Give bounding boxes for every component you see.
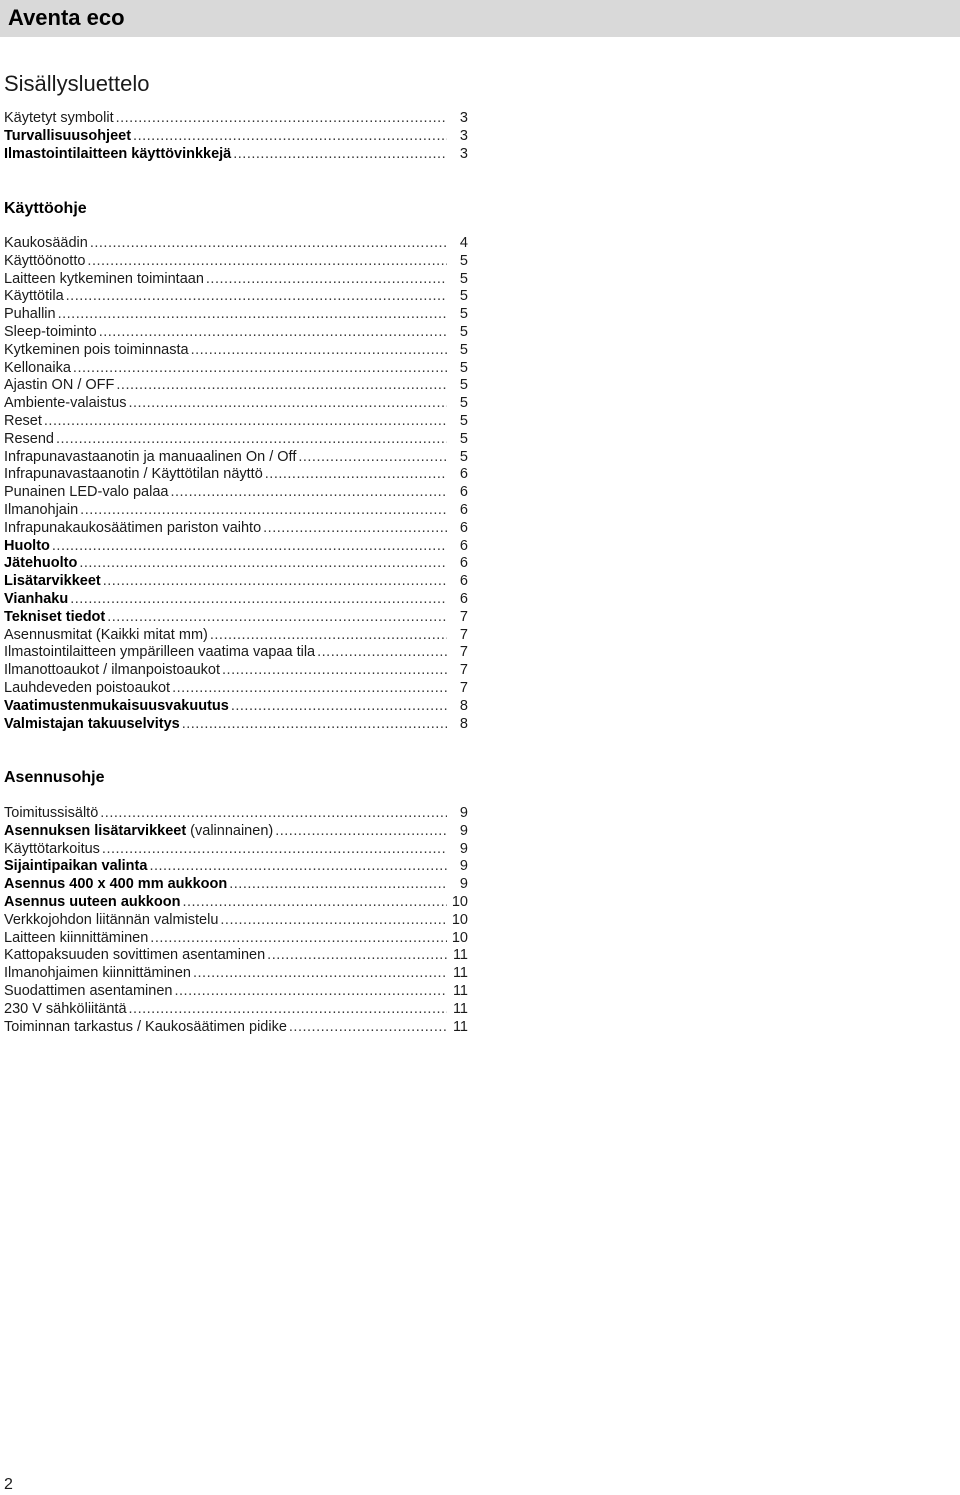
toc-entry[interactable] [4,395,468,413]
toc-entry-page: 6 [459,501,468,518]
toc-dot-leader [170,484,447,502]
toc-dot-leader [174,983,447,1001]
toc-entry[interactable] [4,912,468,930]
toc-entry-label-part: Laitteen kytkeminen toimintaan [4,270,204,287]
toc-entry[interactable] [4,965,468,983]
page-number: 2 [4,1476,13,1493]
toc-entry[interactable] [4,1001,468,1019]
toc-entry-label-part: Käyttötila [4,288,64,305]
toc-dot-leader [80,502,447,520]
toc-entry-page: 3 [459,127,468,144]
toc-entry-page: 5 [459,306,468,323]
toc-dot-leader [289,1019,447,1037]
toc-dot-leader [275,823,447,841]
toc-entry-page: 5 [459,359,468,376]
toc-entry-label-part: Kellonaika [4,359,71,376]
toc-entry[interactable] [4,128,468,146]
toc-entry-label [4,573,101,591]
toc-dot-leader [220,912,447,930]
toc-dot-leader [58,306,447,324]
toc-entry-page: 10 [451,893,468,910]
toc-dot-leader [267,947,447,965]
toc-entry[interactable] [4,306,468,324]
toc-entry[interactable] [4,805,468,823]
toc-entry-label-part: Asennuksen lisätarvikkeet [4,822,187,839]
toc-dot-leader [102,841,447,859]
toc-entry-label [4,360,71,378]
toc-dot-leader [129,395,448,413]
toc-dot-leader [116,377,447,395]
toc-entry-page: 4 [459,235,468,251]
toc-entry[interactable] [4,947,468,965]
document-title: Aventa eco [8,5,125,30]
section-heading-kayttoohje: Käyttöohje [4,200,87,217]
toc-dot-leader [182,894,447,912]
toc-entry-label-part: Käytetyt symbolit [4,110,114,126]
toc-entry-label-part: Kattopaksuuden sovittimen asentaminen [4,947,266,964]
toc-entry-label-part: Vianhaku [4,590,69,607]
toc-entry-page: 5 [459,288,468,305]
toc-entry-page: 5 [459,341,468,358]
toc-entry-label [4,271,204,289]
toc-entry-label [4,520,261,538]
toc-entry-page: 5 [459,377,468,394]
toc-entry-page: 6 [459,555,468,572]
toc-entry-page: 5 [459,448,468,465]
toc-entry-label [4,146,231,164]
toc-entry-label [4,876,227,894]
toc-entry-label-part: Tekniset tiedot [4,608,106,625]
toc-entry-label-part: Huolto [4,537,50,554]
toc-entry-page: 5 [459,252,468,269]
toc-entry-label-part: Turvallisuusohjeet [4,127,132,144]
toc-dot-leader [73,360,447,378]
toc-dot-leader [191,342,447,360]
toc-entry-label [4,591,68,609]
toc-entry-label [4,110,114,128]
toc-dot-leader [317,644,447,662]
toc-entry-label-part: Ilmastointilaitteen ympärilleen vaatima vapaa tila [4,644,316,661]
toc-entry-label-part: Ilmanottoaukot / ilmanpoistoaukot [4,662,221,679]
toc-entry-label [4,431,54,449]
toc-entry-page: 8 [459,697,468,714]
toc-entry-page: 3 [459,110,468,126]
toc-entry[interactable] [4,342,468,360]
toc-entry-label-part: Reset [4,412,42,429]
toc-dot-leader [172,680,447,698]
toc-entry[interactable] [4,502,468,520]
toc-entry-label [4,555,77,573]
toc-dot-leader [229,876,447,894]
toc-entry[interactable] [4,253,468,271]
toc-section-asennusohje [4,805,468,1036]
toc-entry-label [4,965,191,983]
toc-dot-leader [133,128,447,146]
toc-title: Sisällysluettelo [4,71,150,96]
toc-entry[interactable] [4,1019,468,1037]
toc-dot-leader [90,235,447,253]
toc-entry-label [4,253,85,271]
toc-entry-page: 9 [459,822,468,839]
toc-entry-label-part: Sleep-toiminto [4,323,97,340]
toc-entry-label-part: Punainen LED-valo palaa [4,484,169,501]
toc-entry-page: 6 [459,484,468,501]
toc-entry-page: 6 [459,466,468,483]
toc-dot-leader [66,288,447,306]
toc-entry[interactable] [4,609,468,627]
toc-entry-label-part: Ilmanohjaimen kiinnittäminen [4,965,191,982]
toc-entry[interactable] [4,431,468,449]
toc-dot-leader [44,413,447,431]
toc-entry-label [4,449,296,467]
toc-entry-page: 9 [459,858,468,875]
toc-entry-label-part: (valinnainen) [186,822,274,839]
toc-entry-label [4,502,78,520]
toc-entry-label-part: Verkkojohdon liitännän valmistelu [4,911,219,928]
toc-dot-leader [206,271,447,289]
toc-entry-label-part: Asennus uuteen aukkoon [4,893,181,910]
toc-entry-label-part: Valmistajan takuuselvitys [4,715,180,732]
toc-entry[interactable] [4,555,468,573]
toc-entry[interactable] [4,823,468,841]
toc-dot-leader [107,609,447,627]
toc-entry-page: 9 [459,876,468,893]
toc-entry-label [4,466,263,484]
toc-entry[interactable] [4,591,468,609]
toc-entry-page: 7 [459,679,468,696]
toc-entry-label [4,413,42,431]
toc-entry-label-part: Käyttötarkoitus [4,840,100,857]
toc-entry-label-part: Resend [4,430,54,447]
toc-entry-label [4,912,218,930]
toc-entry-label-part: Laitteen kiinnittäminen [4,929,149,946]
toc-entry-label-part: Ilmastointilaitteen käyttövinkkejä [4,145,232,162]
toc-entry-label-part: 230 V sähköliitäntä [4,1000,127,1017]
toc-entry[interactable] [4,413,468,431]
toc-entry-label [4,538,50,556]
toc-entry-label-part: Toiminnan tarkastus / Kaukosäätimen pidike [4,1018,287,1035]
toc-dot-leader [265,466,447,484]
toc-dot-leader [70,591,447,609]
section-heading-asennusohje: Asennusohje [4,769,105,786]
toc-entry-page: 10 [451,911,468,928]
toc-entry-page: 9 [459,840,468,857]
toc-entry[interactable] [4,716,468,734]
toc-entry-page: 5 [459,395,468,412]
toc-entry[interactable] [4,930,468,948]
toc-entry-page: 11 [452,1000,468,1017]
toc-entry-label [4,342,189,360]
toc-entry[interactable] [4,573,468,591]
toc-entry-label [4,377,114,395]
toc-dot-leader [116,110,447,128]
toc-entry[interactable] [4,698,468,716]
toc-entry-label-part: Ilmanohjain [4,501,79,518]
toc-dot-leader [103,573,447,591]
toc-entry-page: 10 [451,929,468,946]
toc-entry-page: 11 [452,965,468,982]
toc-entry[interactable] [4,841,468,859]
toc-dot-leader [99,324,447,342]
toc-entry-label [4,662,220,680]
toc-entry-page: 7 [459,644,468,661]
toc-entry[interactable] [4,110,468,128]
toc-entry-label-part: Suodattimen asentaminen [4,982,173,999]
toc-entry-label [4,983,172,1001]
toc-entry-page: 7 [459,608,468,625]
toc-entry[interactable] [4,466,468,484]
toc-entry-label-part: Kaukosäädin [4,235,88,251]
toc-entry[interactable] [4,146,468,164]
toc-entry-label [4,644,315,662]
toc-entry-label [4,858,147,876]
toc-entry-page: 11 [452,982,468,999]
toc-dot-leader [263,520,447,538]
toc-entry-label [4,680,170,698]
toc-entry[interactable] [4,876,468,894]
toc-entry-label [4,716,180,734]
toc-dot-leader [150,930,447,948]
toc-entry-label-part: Asennus 400 x 400 mm aukkoon [4,876,228,893]
toc-entry-label-part: Sijaintipaikan valinta [4,858,148,875]
toc-entry[interactable] [4,680,468,698]
toc-dot-leader [129,1001,447,1019]
toc-entry-label-part: Lauhdeveden poistoaukot [4,679,171,696]
toc-dot-leader [222,662,447,680]
toc-entry-page: 6 [459,590,468,607]
toc-dot-leader [182,716,447,734]
toc-entry[interactable] [4,520,468,538]
toc-entry[interactable] [4,377,468,395]
toc-entry-label [4,235,88,253]
toc-entry-page: 5 [459,270,468,287]
toc-entry[interactable] [4,858,468,876]
toc-entry-label [4,395,127,413]
toc-entry-page: 9 [459,805,468,821]
toc-entry[interactable] [4,449,468,467]
toc-entry-page: 11 [452,1018,468,1035]
toc-entry-label [4,805,98,823]
toc-dot-leader [56,431,447,449]
toc-entry-label-part: Käyttöönotto [4,252,86,269]
toc-entry-page: 6 [459,519,468,536]
toc-entry-page: 5 [459,323,468,340]
toc-entry-label [4,823,273,841]
toc-entry-label-part: Jätehuolto [4,555,78,572]
toc-dot-leader [52,538,447,556]
toc-entry-label [4,288,64,306]
toc-dot-leader [231,698,447,716]
toc-dot-leader [100,805,447,823]
toc-entry[interactable] [4,235,468,253]
toc-entry-label [4,306,56,324]
toc-dot-leader [233,146,447,164]
toc-entry-label [4,947,265,965]
toc-entry-label [4,698,229,716]
toc-entry-label-part: Toimitussisältö [4,805,99,821]
toc-entry-page: 11 [452,947,468,964]
toc-entry-label-part: Ambiente-valaistus [4,395,127,412]
toc-entry-label [4,324,97,342]
toc-entry[interactable] [4,983,468,1001]
toc-entry-label [4,1019,287,1037]
toc-entry[interactable] [4,662,468,680]
toc-entry-label-part: Vaatimustenmukaisuusvakuutus [4,697,229,714]
toc-entry-label-part: Asennusmitat (Kaikki mitat mm) [4,626,208,643]
toc-entry-label-part: Infrapunakaukosäätimen pariston vaihto [4,519,262,536]
toc-entry-label-part: Infrapunavastaanotin ja manuaalinen On / Off [4,448,297,465]
toc-entry-page: 5 [459,412,468,429]
toc-entry-label-part: Ajastin ON / OFF [4,377,115,394]
toc-entry-label [4,930,148,948]
toc-entry-label-part: Puhallin [4,306,56,323]
toc-entry[interactable] [4,324,468,342]
toc-entry[interactable] [4,894,468,912]
toc-entry-page: 7 [459,626,468,643]
toc-entry[interactable] [4,627,468,645]
toc-dot-leader [210,627,447,645]
toc-entry-label [4,841,100,859]
toc-entry[interactable] [4,538,468,556]
toc-dot-leader [79,555,447,573]
toc-entry-page: 3 [459,145,468,162]
toc-entry-label-part: Infrapunavastaanotin / Käyttötilan näyttö [4,466,263,483]
toc-entry[interactable] [4,360,468,378]
toc-dot-leader [87,253,447,271]
toc-entry[interactable] [4,644,468,662]
toc-section-kayttoohje [4,235,468,733]
toc-dot-leader [193,965,447,983]
header-bar [0,0,960,37]
toc-entry-page: 7 [459,662,468,679]
toc-entry-label [4,627,208,645]
toc-dot-leader [298,449,447,467]
toc-entry-page: 8 [459,715,468,732]
toc-entry-page: 6 [459,573,468,590]
toc-entry[interactable] [4,271,468,289]
toc-entry-page: 6 [459,537,468,554]
toc-entry-label [4,894,180,912]
toc-entry-page: 5 [459,430,468,447]
toc-entry[interactable] [4,484,468,502]
toc-intro-list [4,110,468,163]
toc-entry-label-part: Kytkeminen pois toiminnasta [4,341,189,358]
toc-entry-label [4,1001,127,1019]
toc-entry[interactable] [4,288,468,306]
toc-entry-label [4,128,131,146]
toc-entry-label-part: Lisätarvikkeet [4,573,101,590]
toc-dot-leader [149,858,447,876]
toc-entry-label [4,484,168,502]
toc-entry-label [4,609,105,627]
